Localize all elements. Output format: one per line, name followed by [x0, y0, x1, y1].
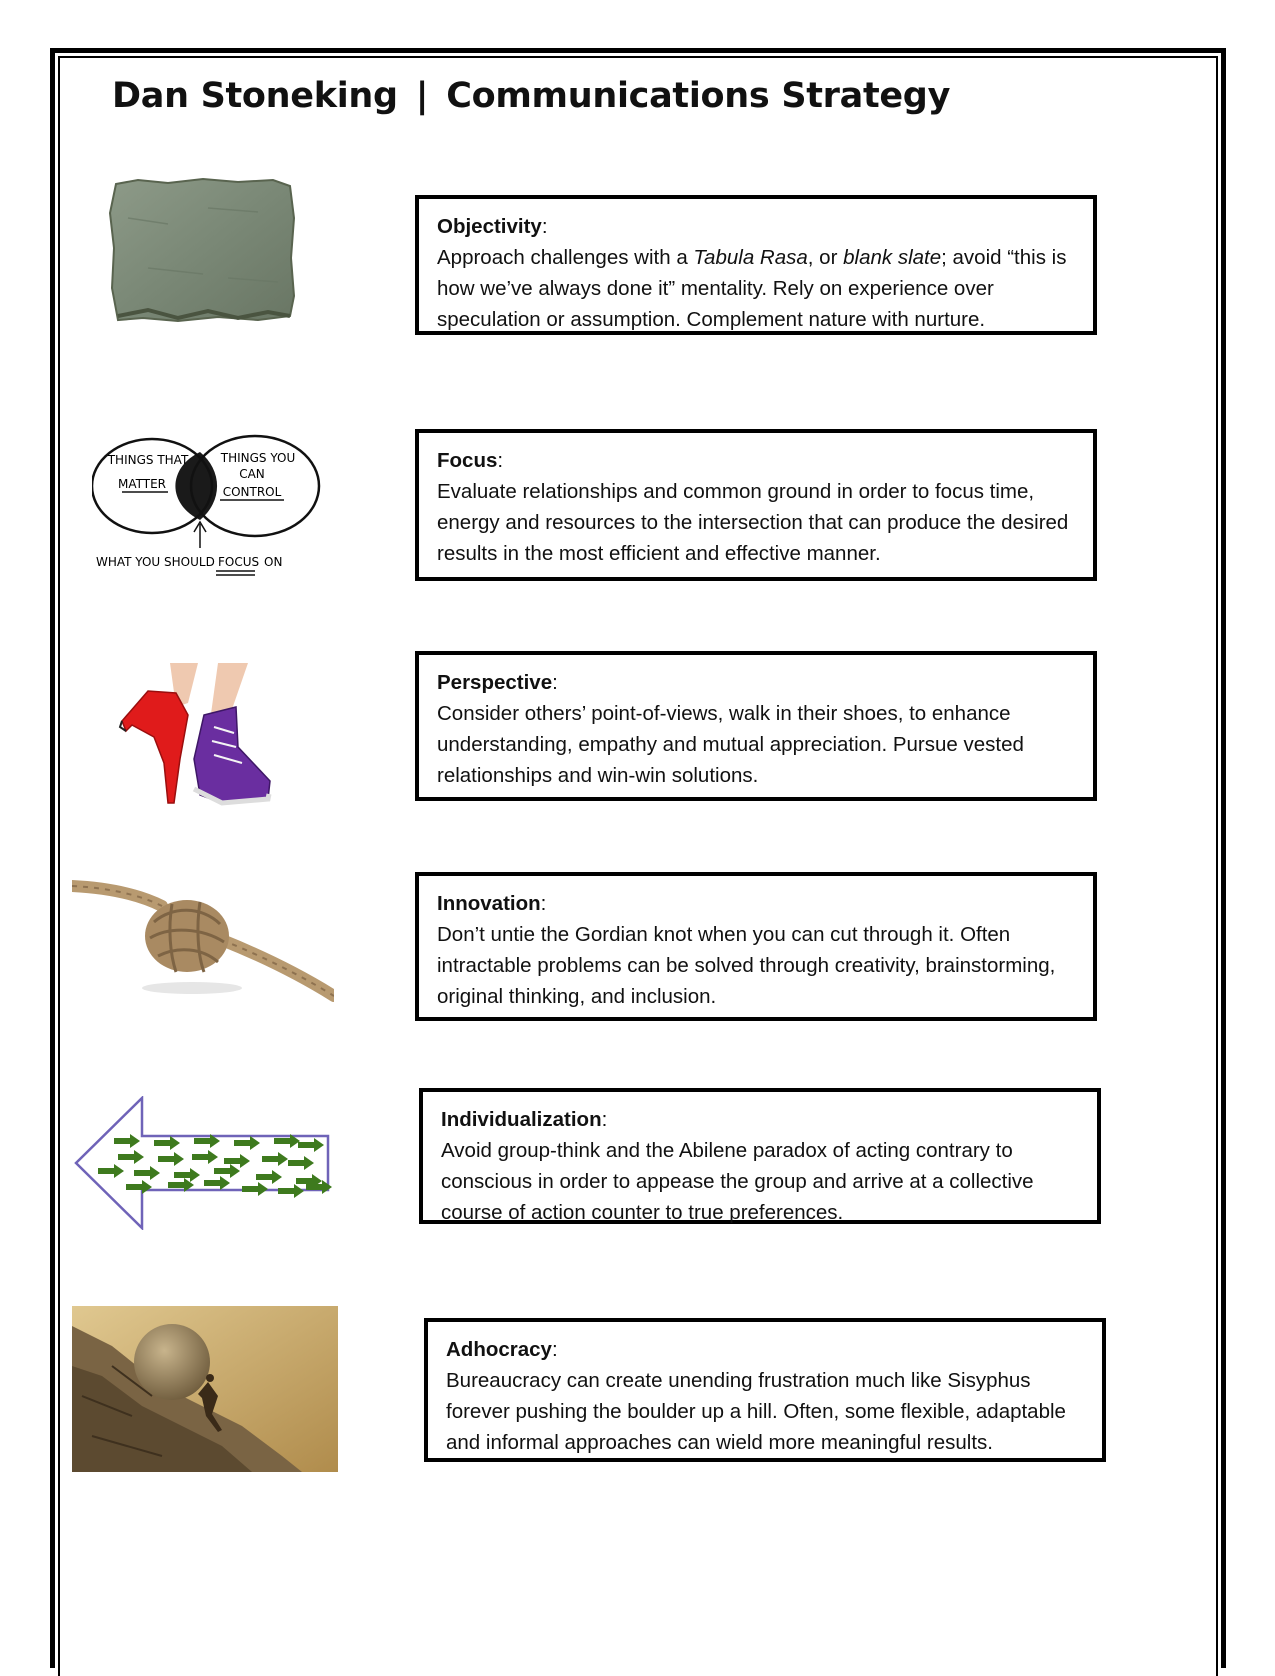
italic-term: blank slate [843, 246, 942, 269]
page-title [112, 76, 950, 116]
innovation-body [437, 923, 1055, 1008]
adhocracy-text: Adhocracy: Bureaucracy can create unending frustration much like Sisyphus forever pushing the boulder up a hill. Often, some flexible, adaptable and informal approaches can wield more meaningful results. [446, 1338, 1066, 1454]
body-text-run: ; avoid “this is how we’ve always done it” mentality. Rely on experience over speculation or assumption. Complement nature with nurture. [437, 246, 1067, 331]
innovation-box [415, 872, 1097, 1021]
venn-caption-prefix: WHAT YOU SHOULD [96, 555, 215, 569]
venn-diagram-image [92, 428, 322, 578]
shoes-image [118, 663, 278, 809]
venn-right-line2: CAN [239, 467, 265, 481]
adhocracy-heading: Adhocracy [446, 1338, 552, 1361]
innovation-heading: Innovation [437, 892, 541, 915]
objectivity-body [437, 246, 1066, 331]
rope-knot-image [72, 876, 334, 1006]
body-text-run: Bureaucracy can create unending frustration much like Sisyphus forever pushing the boulder up a hill. Often, some flexible, adaptable and informal approaches can wield more meaningful results. [446, 1369, 1066, 1454]
objectivity-heading: Objectivity [437, 215, 542, 238]
individualization-heading: Individualization [441, 1108, 602, 1131]
objectivity-text: Objectivity: Approach challenges with a Tabula Rasa, or blank slate; avoid “this is how we’ve always done it” mentality. Rely on experience over speculation or assumption. Complement nature with nurture. [437, 215, 1067, 331]
body-text-run: Consider others’ point-of-views, walk in their shoes, to enhance understanding, empathy and mutual appreciation. Pursue vested relationships and win-win solutions. [437, 702, 1024, 787]
author-name: Dan Stoneking [112, 76, 398, 116]
body-text-run: Evaluate relationships and common ground in order to focus time, energy and resources to the intersection that can produce the desired results in the most efficient and effective manner. [437, 480, 1069, 565]
innovation-text: Innovation: Don’t untie the Gordian knot when you can cut through it. Often intractable problems can be solved through creativity, brainstorming, original thinking, and inclusion. [437, 892, 1056, 1008]
body-text-run: Approach challenges with a [437, 246, 694, 269]
arrows-image [74, 1096, 332, 1230]
venn-left-line1: THINGS THAT [107, 453, 189, 467]
adhocracy-body [446, 1369, 1066, 1454]
perspective-box [415, 651, 1097, 801]
body-text-run: , or [807, 246, 844, 269]
individualization-box [419, 1088, 1101, 1224]
title-separator: | [415, 76, 429, 116]
perspective-body [437, 702, 1024, 787]
adhocracy-box [424, 1318, 1106, 1462]
venn-caption-focus: FOCUS [218, 555, 260, 569]
focus-text: Focus: Evaluate relationships and common ground in order to focus time, energy and resources to the intersection that can produce the desired results in the most efficient and effective manner. [437, 449, 1069, 565]
body-text-run: Don’t untie the Gordian knot when you can cut through it. Often intractable problems can be solved through creativity, brainstorming, original thinking, and inclusion. [437, 923, 1056, 1008]
perspective-heading: Perspective [437, 671, 553, 694]
sisyphus-image [72, 1306, 338, 1472]
individualization-body [441, 1139, 1034, 1224]
italic-term: Tabula Rasa [693, 246, 808, 269]
focus-box [415, 429, 1097, 581]
venn-right-line3: CONTROL [222, 485, 282, 499]
venn-right-line1: THINGS YOU [220, 451, 296, 465]
focus-body [437, 480, 1068, 565]
blank-slate-image [108, 178, 296, 324]
perspective-text: Perspective: Consider others’ point-of-views, walk in their shoes, to enhance understanding, empathy and mutual appreciation. Pursue vested relationships and win-win solutions. [437, 671, 1024, 787]
individualization-text: Individualization: Avoid group-think and the Abilene paradox of acting contrary to conscious in order to appease the group and arrive at a collective course of action counter to true preferences. [441, 1108, 1034, 1224]
objectivity-box [415, 195, 1097, 335]
document-title: Communications Strategy [446, 76, 951, 116]
focus-heading: Focus [437, 449, 498, 472]
venn-left-line2: MATTER [118, 477, 166, 491]
body-text-run: Avoid group-think and the Abilene paradox of acting contrary to conscious in order to appease the group and arrive at a collective course of action counter to true preferences. [441, 1139, 1034, 1224]
venn-caption-suffix: ON [264, 555, 283, 569]
